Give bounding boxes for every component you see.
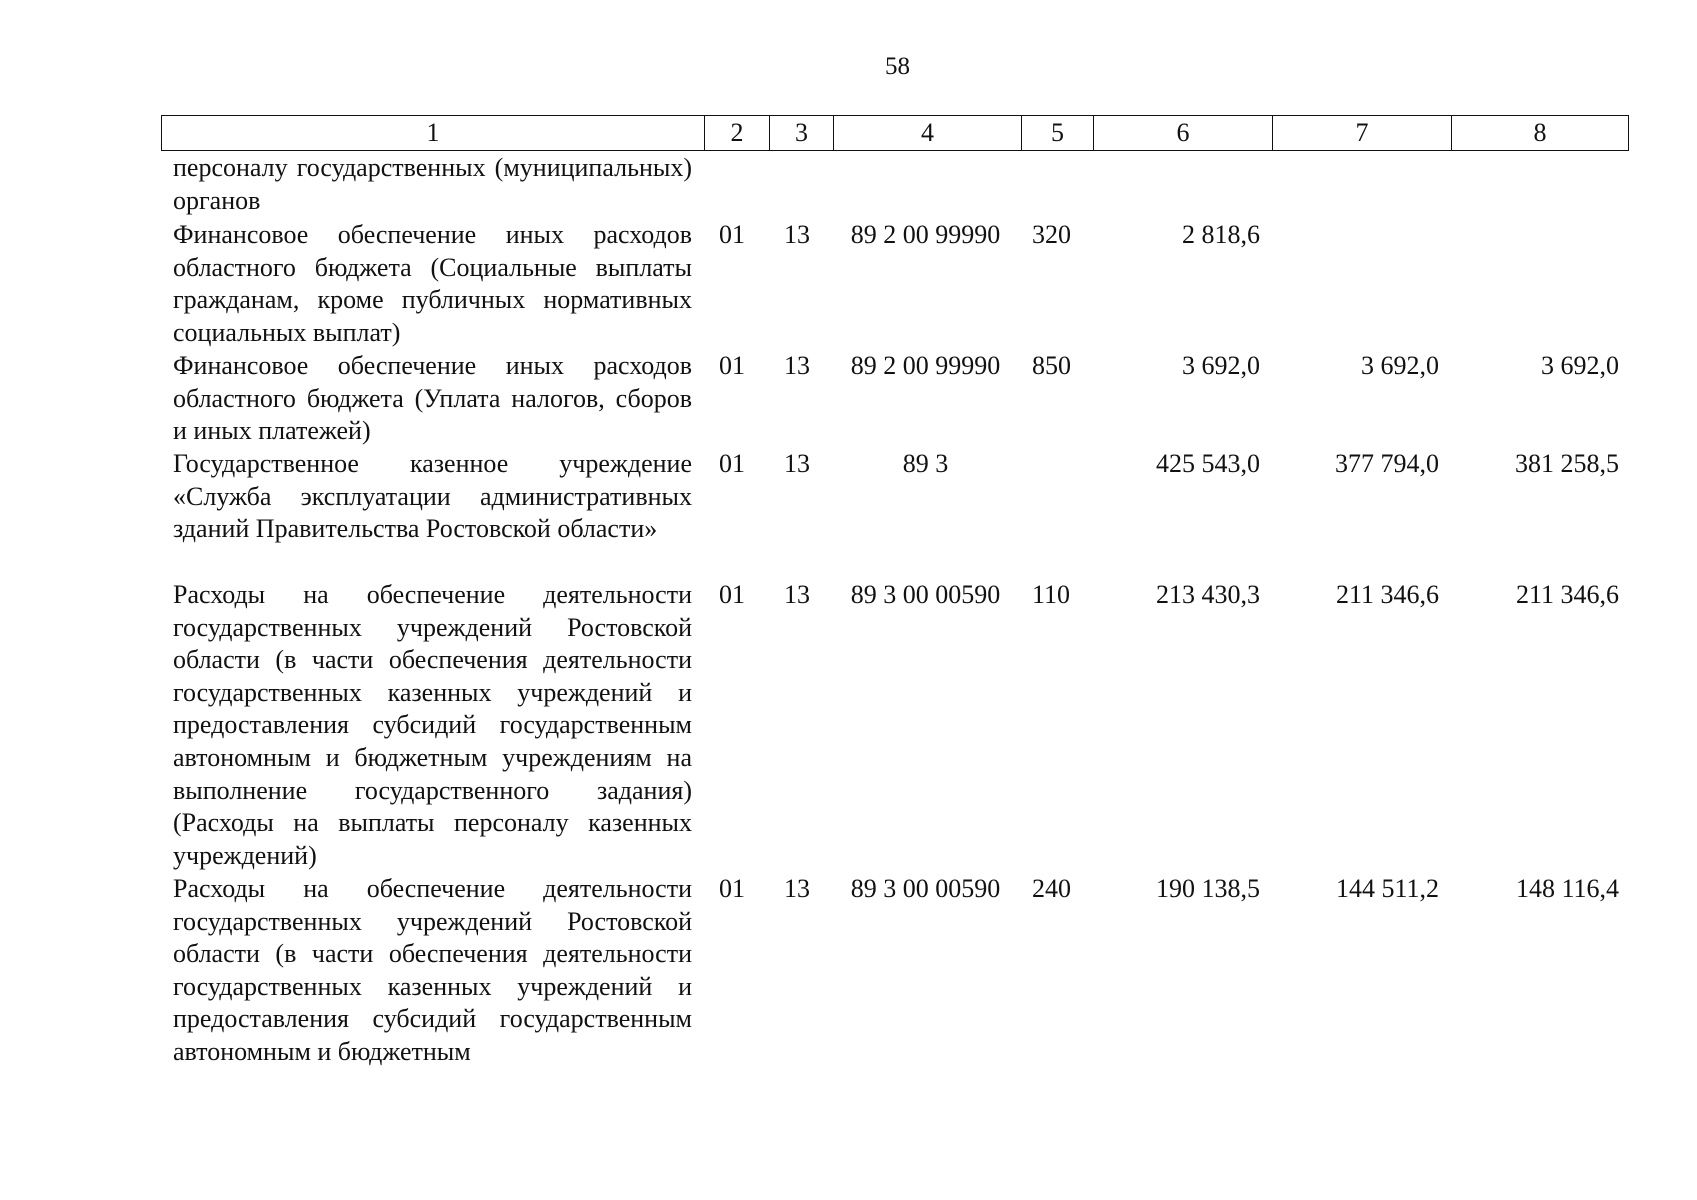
target-article-code: 89 3 00 00590: [850, 874, 1001, 903]
header-col-7: 7: [1273, 116, 1452, 151]
subsection-code: 13: [784, 220, 810, 249]
header-col-4: 4: [834, 116, 1022, 151]
subsection-code: 13: [784, 449, 810, 478]
amount-col-8: 211 346,6: [1515, 580, 1619, 609]
subsection-code: 13: [784, 874, 810, 903]
row-description: Расходы на обеспечение деятельности государственных учреждений Ростовской области (в части обеспечения деятельности государственных казенных учреждений и предоставления субсидий государственным автономным и бюджетным учреждениям на выполнение государственного задания) (Расходы на выплаты персоналу казенных учреждений): [173, 580, 692, 870]
row-description: Расходы на обеспечение деятельности государственных учреждений Ростовской области (в части обеспечения деятельности государственных казенных учреждений и предоставления субсидий государственным автономным и бюджетным: [173, 874, 692, 1066]
amount-col-8: 3 692,0: [1541, 351, 1619, 380]
amount-col-8: 381 258,5: [1515, 449, 1619, 478]
column-number-header: [161, 115, 1629, 151]
target-article-code: 89 3 00 00590: [850, 580, 1001, 609]
section-code: 01: [719, 220, 745, 249]
amount-col-6: 190 138,5: [1156, 874, 1260, 903]
subsection-code: 13: [784, 580, 810, 609]
expense-type-code: 320: [1032, 220, 1071, 249]
header-col-6: 6: [1094, 116, 1273, 151]
header-col-1: 1: [162, 116, 705, 151]
target-article-code: 89 2 00 99990: [850, 220, 1001, 249]
header-col-8: 8: [1452, 116, 1629, 151]
row-description: Финансовое обеспечение иных расходов областного бюджета (Уплата налогов, сборов и иных платежей): [173, 351, 692, 446]
expense-type-code: 850: [1032, 351, 1071, 380]
target-article-code: 89 2 00 99990: [850, 351, 1001, 380]
header-col-5: 5: [1022, 116, 1094, 151]
subsection-code: 13: [784, 351, 810, 380]
amount-col-7: 144 511,2: [1335, 874, 1439, 903]
amount-col-7: 3 692,0: [1361, 351, 1439, 380]
amount-col-8: 148 116,4: [1515, 874, 1619, 903]
row-description: персоналу государственных (муниципальных) органов: [173, 153, 692, 215]
header-col-2: 2: [705, 116, 770, 151]
amount-col-6: 425 543,0: [1156, 449, 1260, 478]
row-description: Государственное казенное учреждение «Служба эксплуатации административных зданий Правительства Ростовской области»: [173, 449, 692, 544]
section-code: 01: [719, 351, 745, 380]
header-col-3: 3: [770, 116, 834, 151]
expense-type-code: 110: [1032, 580, 1071, 609]
row-description: Финансовое обеспечение иных расходов областного бюджета (Социальные выплаты гражданам, кроме публичных нормативных социальных выплат): [173, 220, 692, 347]
section-code: 01: [719, 449, 745, 478]
section-code: 01: [719, 580, 745, 609]
amount-col-6: 2 818,6: [1182, 220, 1260, 249]
amount-col-7: 377 794,0: [1335, 449, 1439, 478]
amount-col-6: 213 430,3: [1156, 580, 1260, 609]
amount-col-7: 211 346,6: [1335, 580, 1439, 609]
page-number: 58: [885, 53, 910, 80]
amount-col-6: 3 692,0: [1182, 351, 1260, 380]
section-code: 01: [719, 874, 745, 903]
target-article-code: 89 3: [902, 449, 949, 478]
expense-type-code: 240: [1032, 874, 1071, 903]
